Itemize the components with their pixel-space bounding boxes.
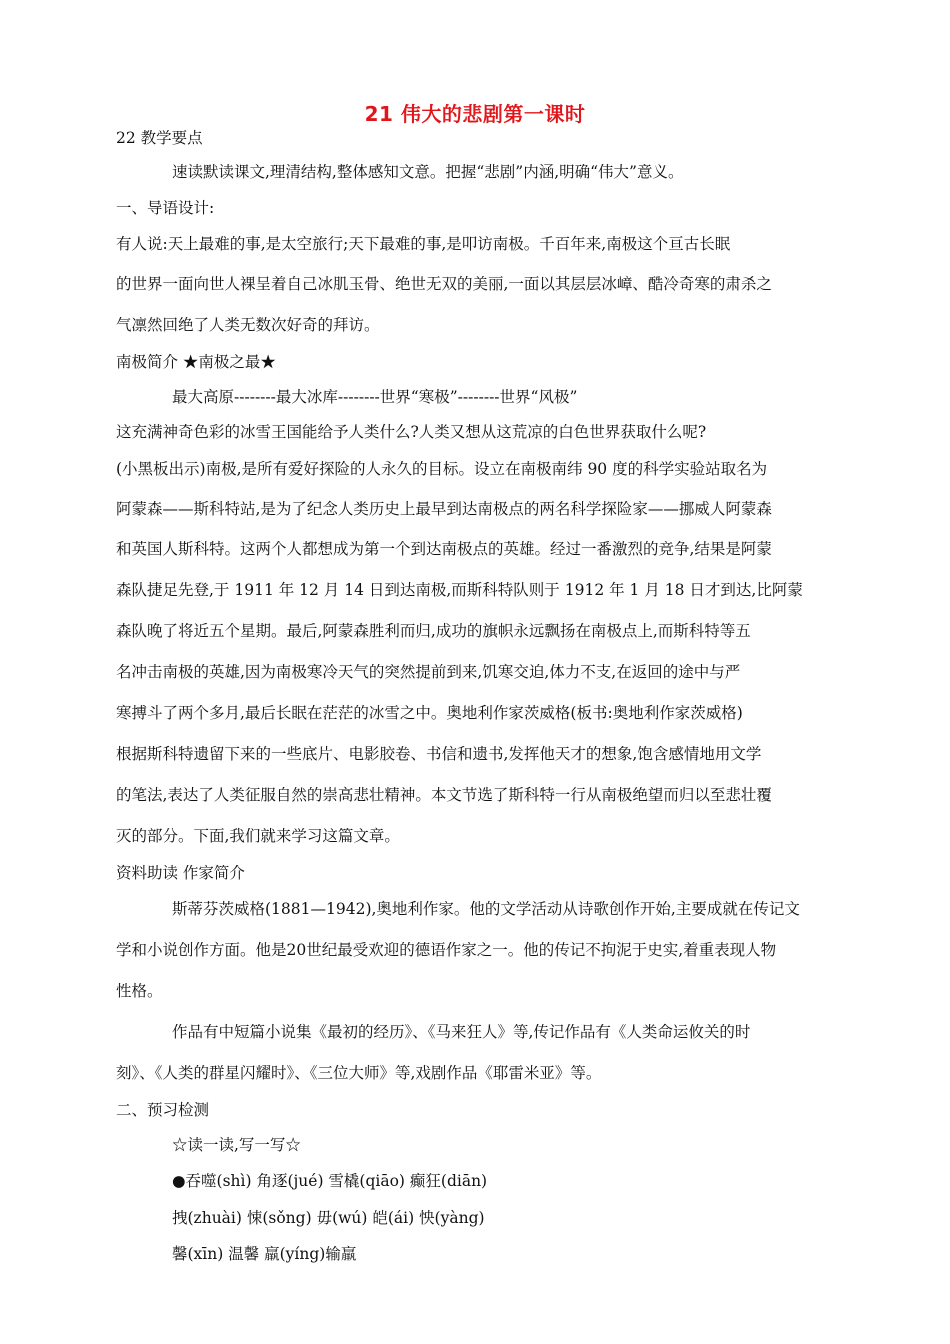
section-heading-preview: 二、预习检测 — [116, 1101, 210, 1119]
works-line: 作品有中短篇小说集《最初的经历》、《马来狂人》等,传记作品有《人类命运攸关的时 — [172, 1023, 751, 1041]
antarctica-superlatives: 最大高原--------最大冰库--------世界“寒极”--------世界“风极” — [172, 388, 578, 406]
paragraph-line: 的世界一面向世人裸呈着自己冰肌玉骨、绝世无双的美丽,一面以其层层冰嶂、酷冷奇寒的肃杀之 — [116, 275, 772, 293]
paragraph-line: 和英国人斯科特。这两个人都想成为第一个到达南极点的英雄。经过一番激烈的竞争,结果是阿蒙 — [116, 540, 772, 558]
author-bio-line: 斯蒂芬茨威格(1881—1942),奥地利作家。他的文学活动从诗歌创作开始,主要成就在传记文 — [172, 900, 800, 918]
paragraph-line: 名冲击南极的英雄,因为南极寒冷天气的突然提前到来,饥寒交迫,体力不支,在返回的途中与严 — [116, 663, 741, 681]
paragraph-line: 这充满神奇色彩的冰雪王国能给予人类什么?人类又想从这荒凉的白色世界获取什么呢? — [116, 423, 707, 441]
author-bio-line: 性格。 — [116, 982, 163, 1000]
paragraph-line: 森队捷足先登,于 1911 年 12 月 14 日到达南极,而斯科特队则于 1912 年 1 月 18 日才到达,比阿蒙 — [116, 581, 803, 599]
vocab-row: 馨(xīn) 温馨 羸(yíng)输羸 — [172, 1245, 357, 1263]
paragraph-line: 气凛然回绝了人类无数次好奇的拜访。 — [116, 316, 380, 334]
paragraph-line: 有人说:天上最难的事,是太空旅行;天下最难的事,是叩访南极。千百年来,南极这个亘古长眠 — [116, 235, 731, 253]
reference-heading: 资料助读 作家简介 — [116, 864, 245, 882]
paragraph-line: 灭的部分。下面,我们就来学习这篇文章。 — [116, 827, 400, 845]
vocab-row: 拽(zhuài) 悚(sǒng) 毋(wú) 皑(ái) 怏(yàng) — [172, 1209, 485, 1227]
exercise-heading: ☆读一读,写一写☆ — [172, 1136, 301, 1154]
paragraph-line: 阿蒙森——斯科特站,是为了纪念人类历史上最早到达南极点的两名科学探险家——挪威人阿蒙森 — [116, 500, 772, 518]
vocab-row: ●吞噬(shì) 角逐(jué) 雪橇(qiāo) 癫狂(diān) — [172, 1172, 488, 1190]
section-heading-intro: 一、导语设计: — [116, 199, 215, 217]
author-bio-line: 学和小说创作方面。他是20世纪最受欢迎的德语作家之一。他的传记不拘泥于史实,着重表现人物 — [116, 941, 777, 959]
paragraph-objective: 速读默读课文,理清结构,整体感知文意。把握“悲剧”内涵,明确“伟大”意义。 — [172, 163, 684, 181]
paragraph-line: (小黑板出示)南极,是所有爱好探险的人永久的目标。设立在南极南纬 90 度的科学实验站取名为 — [116, 460, 768, 478]
antarctica-intro-heading: 南极简介 ★南极之最★ — [116, 353, 276, 371]
works-line: 刻》、《人类的群星闪耀时》、《三位大师》等,戏剧作品《耶雷米亚》等。 — [116, 1064, 602, 1082]
page-title: 21 伟大的悲剧第一课时 — [364, 102, 586, 126]
paragraph-line: 的笔法,表达了人类征服自然的崇高悲壮精神。本文节选了斯科特一行从南极绝望而归以至悲壮覆 — [116, 786, 772, 804]
section-teaching-points: 22 教学要点 — [116, 129, 203, 147]
paragraph-line: 寒搏斗了两个多月,最后长眠在茫茫的冰雪之中。奥地利作家茨威格(板书:奥地利作家茨威格) — [116, 704, 743, 722]
paragraph-line: 根据斯科特遗留下来的一些底片、电影胶卷、书信和遗书,发挥他天才的想象,饱含感情地用文学 — [116, 745, 762, 763]
paragraph-line: 森队晚了将近五个星期。最后,阿蒙森胜利而归,成功的旗帜永远飘扬在南极点上,而斯科特等五 — [116, 622, 751, 640]
